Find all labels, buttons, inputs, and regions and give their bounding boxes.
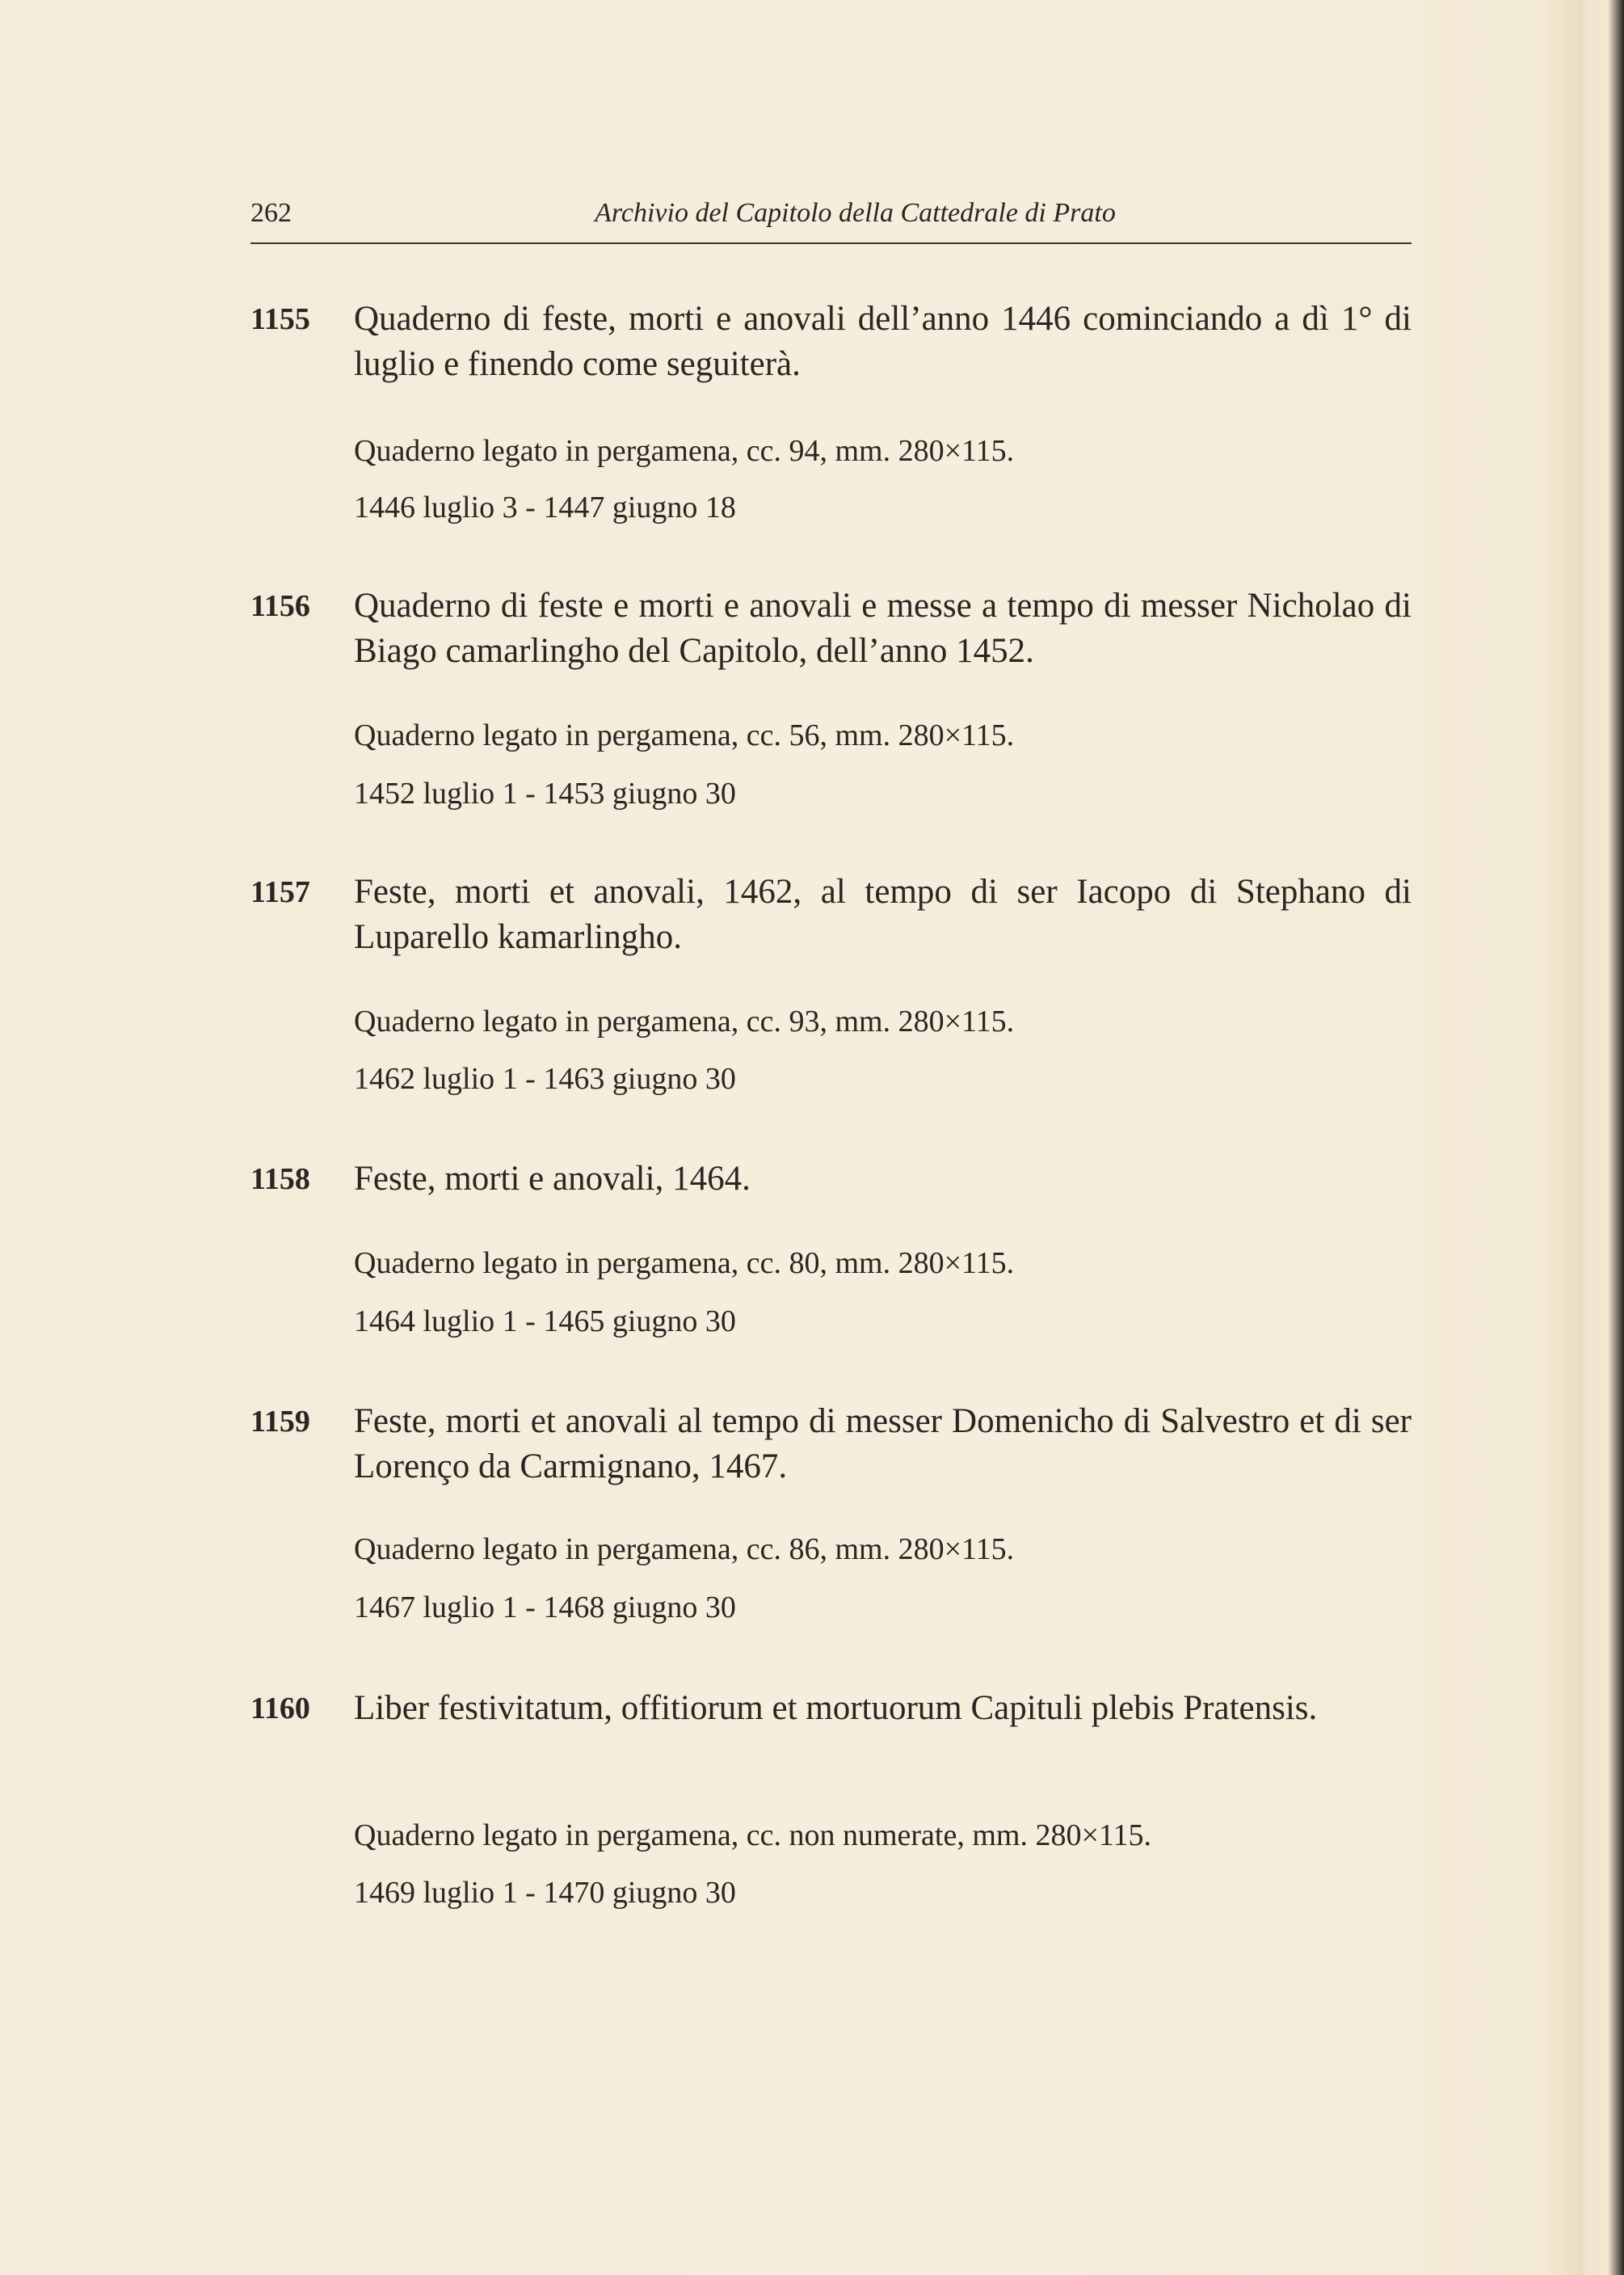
entry-dates: 1462 luglio 1 - 1463 giugno 30 xyxy=(354,1062,736,1096)
entry-description: Quaderno legato in pergamena, cc. 80, mm. 280×115. xyxy=(354,1246,1015,1280)
entry-number: 1158 xyxy=(250,1162,310,1196)
entry-description: Quaderno legato in pergamena, cc. non numerate, mm. 280×115. xyxy=(354,1818,1151,1852)
entry-title: Quaderno di feste, morti e anovali dell’anno 1446 cominciando a dì 1° di luglio e finendo come seguiterà. xyxy=(354,300,1412,383)
page-header xyxy=(250,198,1412,243)
entry-title: Feste, morti et anovali, 1462, al tempo di ser Iacopo di Stephano di Luparello kamarlingho. xyxy=(354,873,1412,956)
entry-number: 1155 xyxy=(250,302,310,336)
entry-dates: 1469 luglio 1 - 1470 giugno 30 xyxy=(354,1876,736,1910)
page-number: 262 xyxy=(250,198,292,228)
entry-title: Feste, morti e anovali, 1464. xyxy=(354,1160,751,1198)
entry-description: Quaderno legato in pergamena, cc. 56, mm. 280×115. xyxy=(354,718,1015,752)
entry-description: Quaderno legato in pergamena, cc. 93, mm. 280×115. xyxy=(354,1005,1015,1038)
entry-number: 1160 xyxy=(250,1692,310,1725)
entry-number: 1157 xyxy=(250,875,310,909)
entry-dates: 1467 luglio 1 - 1468 giugno 30 xyxy=(354,1590,736,1624)
entry-title: Quaderno di feste e morti e anovali e messe a tempo di messer Nicholao di Biago camarlingho del Capitolo, dell’anno 1452. xyxy=(354,587,1412,670)
entry-number: 1159 xyxy=(250,1405,310,1439)
entry-description: Quaderno legato in pergamena, cc. 86, mm. 280×115. xyxy=(354,1532,1015,1566)
running-title: Archivio del Capitolo della Cattedrale di Prato xyxy=(595,198,1116,228)
entry-dates: 1452 luglio 1 - 1453 giugno 30 xyxy=(354,777,736,811)
entry-title: Feste, morti et anovali al tempo di messer Domenicho di Salvestro et di ser Lorenço da Carmignano, 1467. xyxy=(354,1402,1412,1485)
entry-dates: 1464 luglio 1 - 1465 giugno 30 xyxy=(354,1304,736,1338)
entry-number: 1156 xyxy=(250,589,310,623)
entry-title: Liber festivitatum, offitiorum et mortuorum Capituli plebis Pratensis. xyxy=(354,1689,1318,1727)
entry-dates: 1446 luglio 3 - 1447 giugno 18 xyxy=(354,491,736,525)
entry-description: Quaderno legato in pergamena, cc. 94, mm. 280×115. xyxy=(354,434,1015,468)
header-rule xyxy=(250,242,1412,244)
